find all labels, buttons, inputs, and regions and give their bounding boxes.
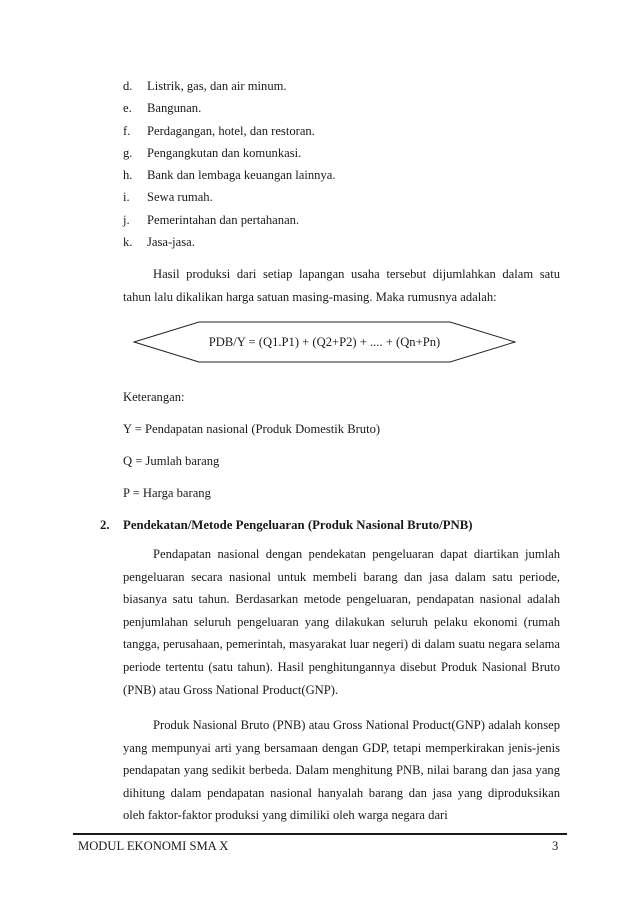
list-item-text: Sewa rumah. <box>147 190 213 205</box>
list-item-letter: k. <box>123 235 133 250</box>
list-item-letter: f. <box>123 123 131 138</box>
section-number: 2. <box>100 518 110 532</box>
list-item <box>123 231 563 253</box>
page-number: 3 <box>552 839 559 853</box>
list-item-text: Listrik, gas, dan air minum. <box>147 79 287 93</box>
paragraph-pnb: Produk Nasional Bruto (PNB) atau Gross National Product(GNP) adalah konsep yang mempunyai arti yang bersamaan dengan GDP, tetapi memperkirakan jenis-jenis pendapatan yang sedikit berbeda. Dalam menghitung PNB, nilai barang dan jasa yang dihitung dalam pendapatan nasional hanyalah barang dan jasa yang diproduksikan oleh faktor-faktor produksi yang dimiliki oleh warga negara dari <box>123 718 560 823</box>
keterangan-label: Keterangan: <box>123 390 185 404</box>
list-item-text: Jasa-jasa. <box>147 235 195 250</box>
list-item <box>123 120 563 142</box>
intro-paragraph: Hasil produksi dari setiap lapangan usaha tersebut dijumlahkan dalam satu tahun lalu dikalikan harga satuan masing-masing. Maka rumusnya adalah: <box>123 267 560 304</box>
list-item-text: Bank dan lembaga keuangan lainnya. <box>147 168 336 183</box>
sector-list <box>123 75 563 253</box>
list-item <box>123 142 563 164</box>
formula-box <box>133 321 516 363</box>
footer-title: MODUL EKONOMI SMA X <box>78 839 229 853</box>
list-item-letter: h. <box>123 168 133 183</box>
keterangan-p: P = Harga barang <box>123 486 211 500</box>
list-item-text: Pemerintahan dan pertahanan. <box>147 212 300 227</box>
list-item <box>123 97 563 119</box>
keterangan-q: Q = Jumlah barang <box>123 454 220 468</box>
list-item-letter: d. <box>123 79 133 93</box>
list-item-letter: j. <box>123 212 130 227</box>
list-item-text: Perdagangan, hotel, dan restoran. <box>147 123 315 138</box>
list-item <box>123 209 563 231</box>
list-item <box>123 75 563 97</box>
list-item-text: Bangunan. <box>147 101 202 116</box>
section-heading <box>100 516 473 534</box>
list-item-letter: e. <box>123 101 132 116</box>
keterangan-y: Y = Pendapatan nasional (Produk Domestik Bruto) <box>123 422 381 436</box>
list-item <box>123 164 563 186</box>
list-item <box>123 186 563 208</box>
list-item-text: Pengangkutan dan komunkasi. <box>147 145 302 160</box>
formula-text: PDB/Y = (Q1.P1) + (Q2+P2) + .... + (Qn+Pn) <box>208 335 441 349</box>
paragraph-expenditure: Pendapatan nasional dengan pendekatan pengeluaran dapat diartikan jumlah pengeluaran secara nasional untuk membeli barang dan jasa dalam satu periode, biasanya satu tahun. Berdasarkan metode pengeluaran, pendapatan nasional adalah penjumlahan seluruh pengeluaran yang dilakukan seluruh pelaku ekonomi (rumah tangga, perusahaan, pemerintah, masyarakat luar negeri) di dalam suatu negara selama periode tertentu (satu tahun). Hasil penghitungannya disebut Produk Nasional Bruto (PNB) atau Gross National Product(GNP). <box>123 547 560 697</box>
section-title: Pendekatan/Metode Pengeluaran (Produk Nasional Bruto/PNB) <box>123 518 473 532</box>
footer-divider <box>73 833 567 835</box>
list-item-letter: i. <box>123 190 130 205</box>
list-item-letter: g. <box>123 145 133 160</box>
